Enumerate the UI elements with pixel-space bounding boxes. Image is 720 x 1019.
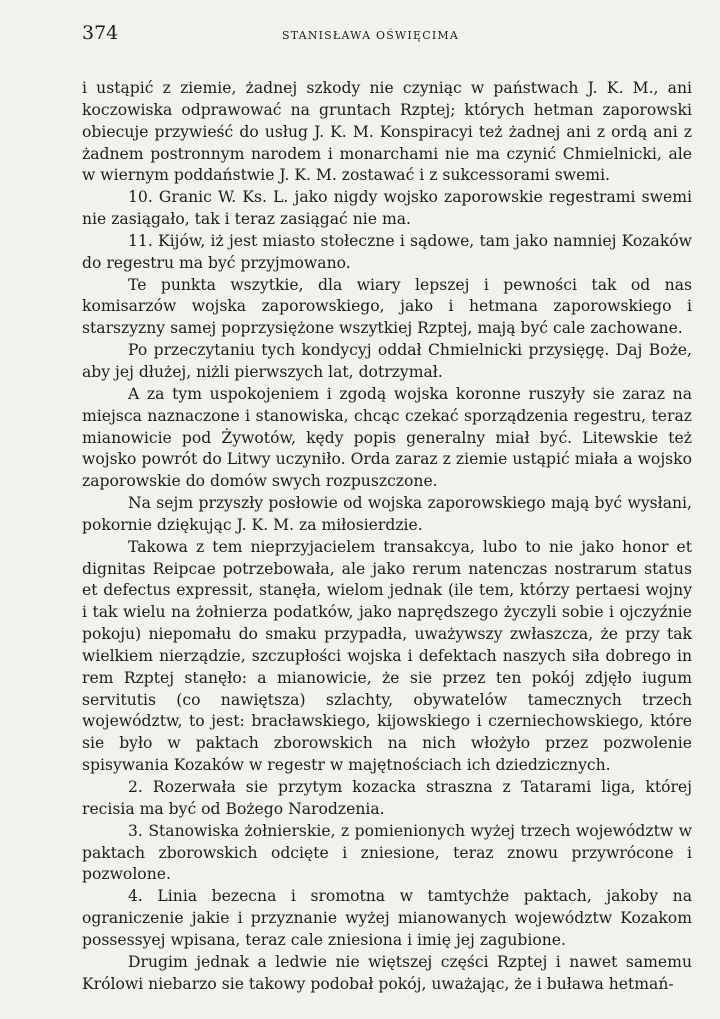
paragraph: A za tym uspokojeniem i zgodą wojska koronne ruszyły sie zaraz na miejsca naznaczone i stanowiska, chcąc czekać sporządzenia regestru, teraz mianowicie pod Żywotów, kędy popis generalny miał być. Litewskie też wojsko powrót do Litwy uczyniło. Orda zaraz z ziemie ustąpić miała a wojsko zaporowskie do domów swych rozpuszczone. <box>82 384 692 491</box>
body-text <box>82 78 692 995</box>
paragraph: Takowa z tem nieprzyjacielem transakcya, lubo to nie jako honor et dignitas Reipcae potrzebowała, ale jako rerum natenczas nostrarum status et defectus expressit, stanęła, wielom jednak (ile tem, którzy pertaesi wojny i tak wielu na żołnierza podatków, jako naprędszego życzyli sobie i ojczyźnie pokoju) niepomału do smaku przypadła, uważywszy zwłaszcza, że przy tak wielkiem nierządzie, szczupłości wojska i defektach naszych siła dobrego in rem Rzptej stanęło: a mianowicie, że sie przez ten pokój zdjęło iugum servitutis (co nawiętsza) szlachty, obywatelów tamecznych trzech województw, to jest: bracławskiego, kijowskiego i czerniechowskiego, które sie było w paktach zborowskich na nich włożyło przez pozwolenie spisywania Kozaków w regestr w majętnościach ich dziedzicznych. <box>82 537 692 775</box>
paragraph: 3. Stanowiska żołnierskie, z pomienionych wyżej trzech województw w paktach zborowskich odcięte i zniesione, teraz znowu przywrócone i pozwolone. <box>82 821 692 884</box>
paragraph: 10. Granic W. Ks. L. jako nigdy wojsko zaporowskie regestrami swemi nie zasiągało, tak i teraz zasiągać nie ma. <box>82 188 692 229</box>
paragraph: 2. Rozerwała sie przytym kozacka straszna z Tatarami liga, której recisia ma być od Bożego Narodzenia. <box>82 778 692 818</box>
page-number: 374 <box>82 22 119 44</box>
paragraph: 11. Kijów, iż jest miasto stołeczne i sądowe, tam jako namniej Kozaków do regestru ma być przyjmowano. <box>82 231 692 272</box>
paragraph: Te punkta wszytkie, dla wiary lepszej i pewności tak od nas komisarzów wojska zaporowskiego, jako i hetmana zaporowskiego i starszyzny samej poprzysiężone wszytkiej Rzptej, mają być cale zachowane. <box>82 275 692 338</box>
paragraph: Drugim jednak a ledwie nie więtszej części Rzptej i nawet samemu Królowi niebarzo sie takowy podobał pokój, uważając, że i buława hetmań- <box>82 952 692 993</box>
running-head: STANISŁAWA OŚWIĘCIMA <box>282 29 459 42</box>
page-header <box>82 22 692 52</box>
paragraph: i ustąpić z ziemie, żadnej szkody nie czyniąc w państwach J. K. M., ani koczowiska odprawować na gruntach Rzptej; których hetman zaporowski obiecuje przywieść do usług J. K. M. Konspiracyi też żadnej ani z ordą ani z żadnem postronnym narodem i monarchami nie ma czynić Chmielnicki, ale w wiernym poddaństwie J. K. M. zostawać i z sukcessorami swemi. <box>82 79 692 185</box>
paragraph: Po przeczytaniu tych kondycyj oddał Chmielnicki przysięgę. Daj Boże, aby jej dłużej, niżli pierwszych lat, dotrzymał. <box>82 341 692 381</box>
paragraph: 4. Linia bezecna i sromotna w tamtychże paktach, jakoby na ograniczenie jakie i przyznanie wyżej mianowanych województw Kozakom possessyej wpisana, teraz cale zniesiona i imię jej zagubione. <box>82 887 692 949</box>
paragraph: Na sejm przyszły posłowie od wojska zaporowskiego mają być wysłani, pokornie dziękując J. K. M. za miłosierdzie. <box>82 494 692 534</box>
